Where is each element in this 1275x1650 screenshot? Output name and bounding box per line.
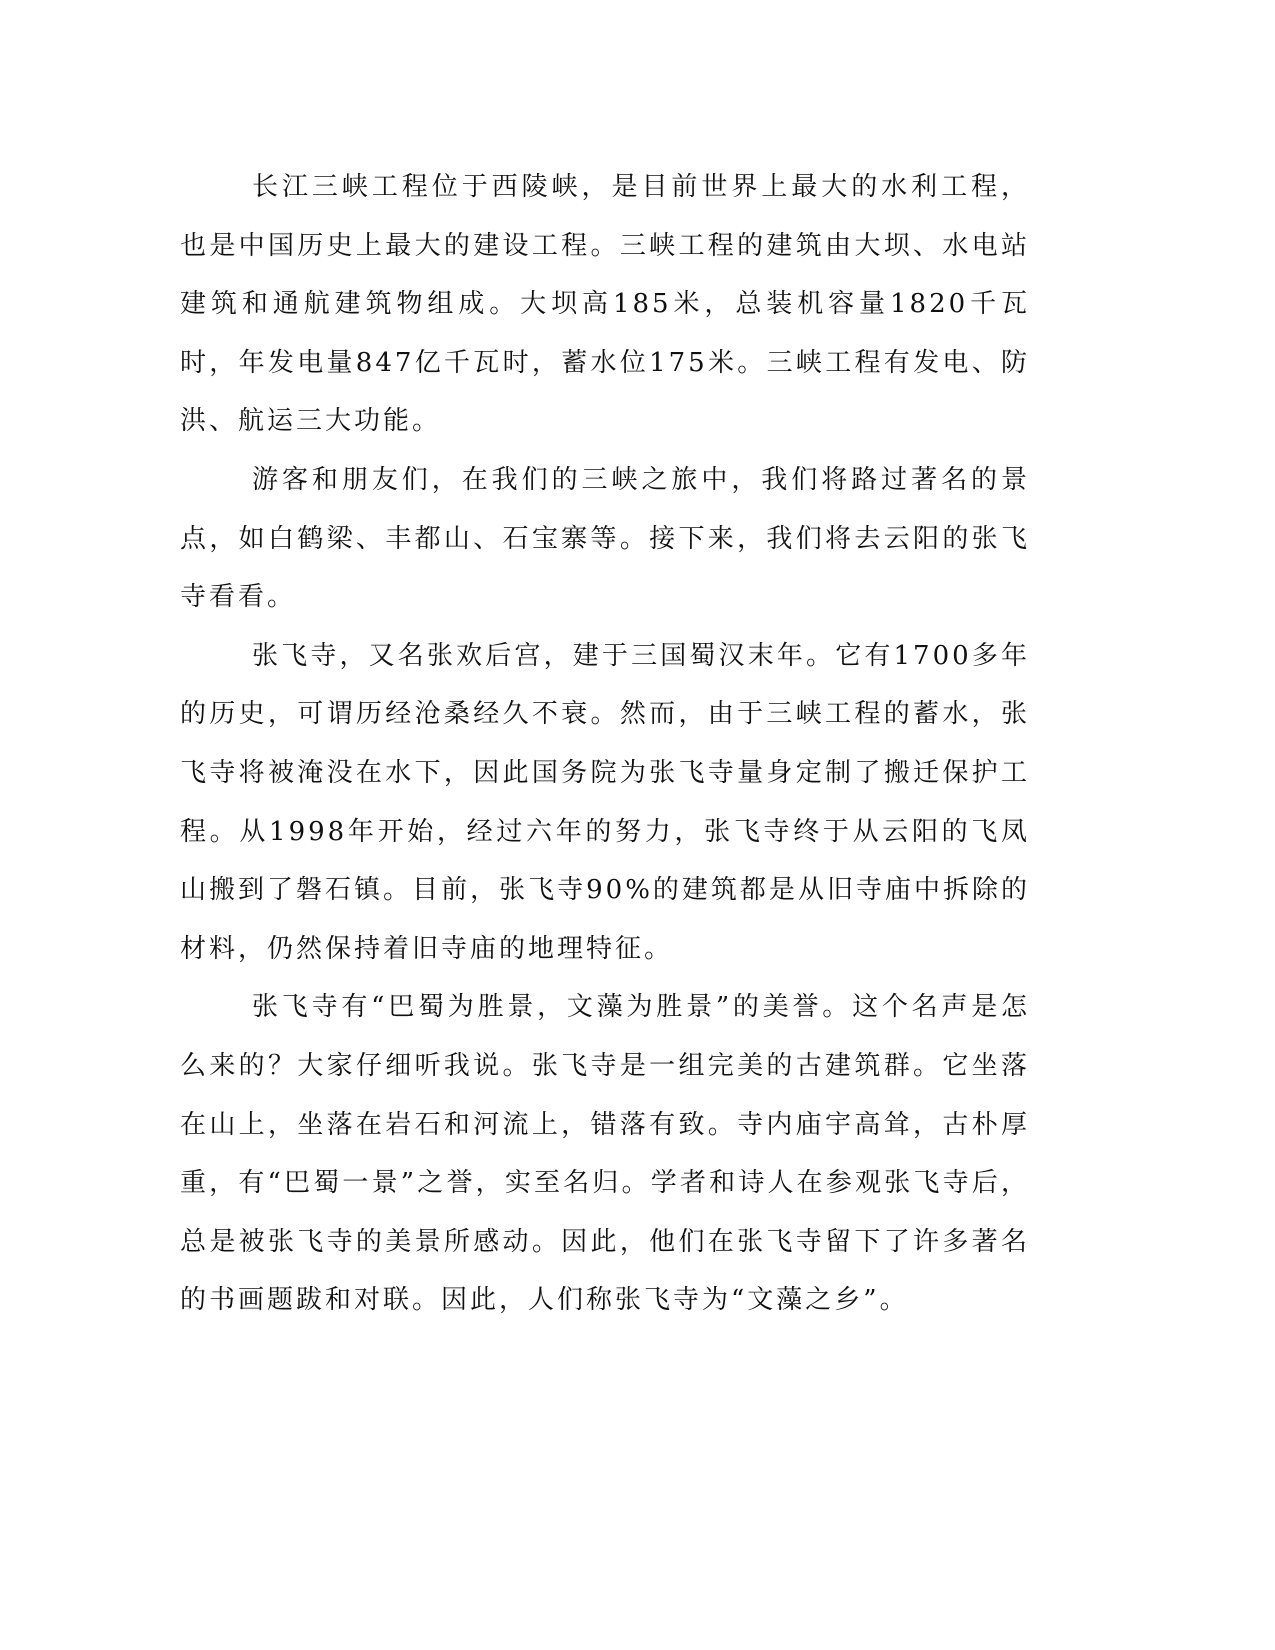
paragraph-three-gorges-project: 长江三峡工程位于西陵峡，是目前世界上最大的水利工程，也是中国历史上最大的建设工程。三峡工程的建筑由大坝、水电站建筑和通航建筑物组成。大坝高185米，总装机容量1820千瓦时，年发电量847亿千瓦时，蓄水位175米。三峡工程有发电、防洪、航运三大功能。 [180,172,1030,437]
paragraph-zhangfei-temple-history: 张飞寺，又名张欢后宫，建于三国蜀汉末年。它有1700多年的历史，可谓历经沧桑经久不衰。然而，由于三峡工程的蓄水，张飞寺将被淹没在水下，因此国务院为张飞寺量身定制了搬迁保护工程。从1998年开始，经过六年的努力，张飞寺终于从云阳的飞凤山搬到了磐石镇。目前，张飞寺90%的建筑都是从旧寺庙中拆除的材料，仍然保持着旧寺庙的地理特征。 [180,640,1030,964]
document-body [180,158,1030,1330]
paragraph-zhangfei-temple-reputation: 张飞寺有“巴蜀为胜景，文藻为胜景”的美誉。这个名声是怎么来的？大家仔细听我说。张飞寺是一组完美的古建筑群。它坐落在山上，坐落在岩石和河流上，错落有致。寺内庙宇高耸，古朴厚重，有“巴蜀一景”之誉，实至名归。学者和诗人在参观张飞寺后，总是被张飞寺的美景所感动。因此，他们在张飞寺留下了许多著名的书画题跋和对联。因此，人们称张飞寺为“文藻之乡”。 [180,992,1030,1316]
paragraph-tour-route: 游客和朋友们，在我们的三峡之旅中，我们将路过著名的景点，如白鹤梁、丰都山、石宝寨等。接下来，我们将去云阳的张飞寺看看。 [180,464,1030,613]
